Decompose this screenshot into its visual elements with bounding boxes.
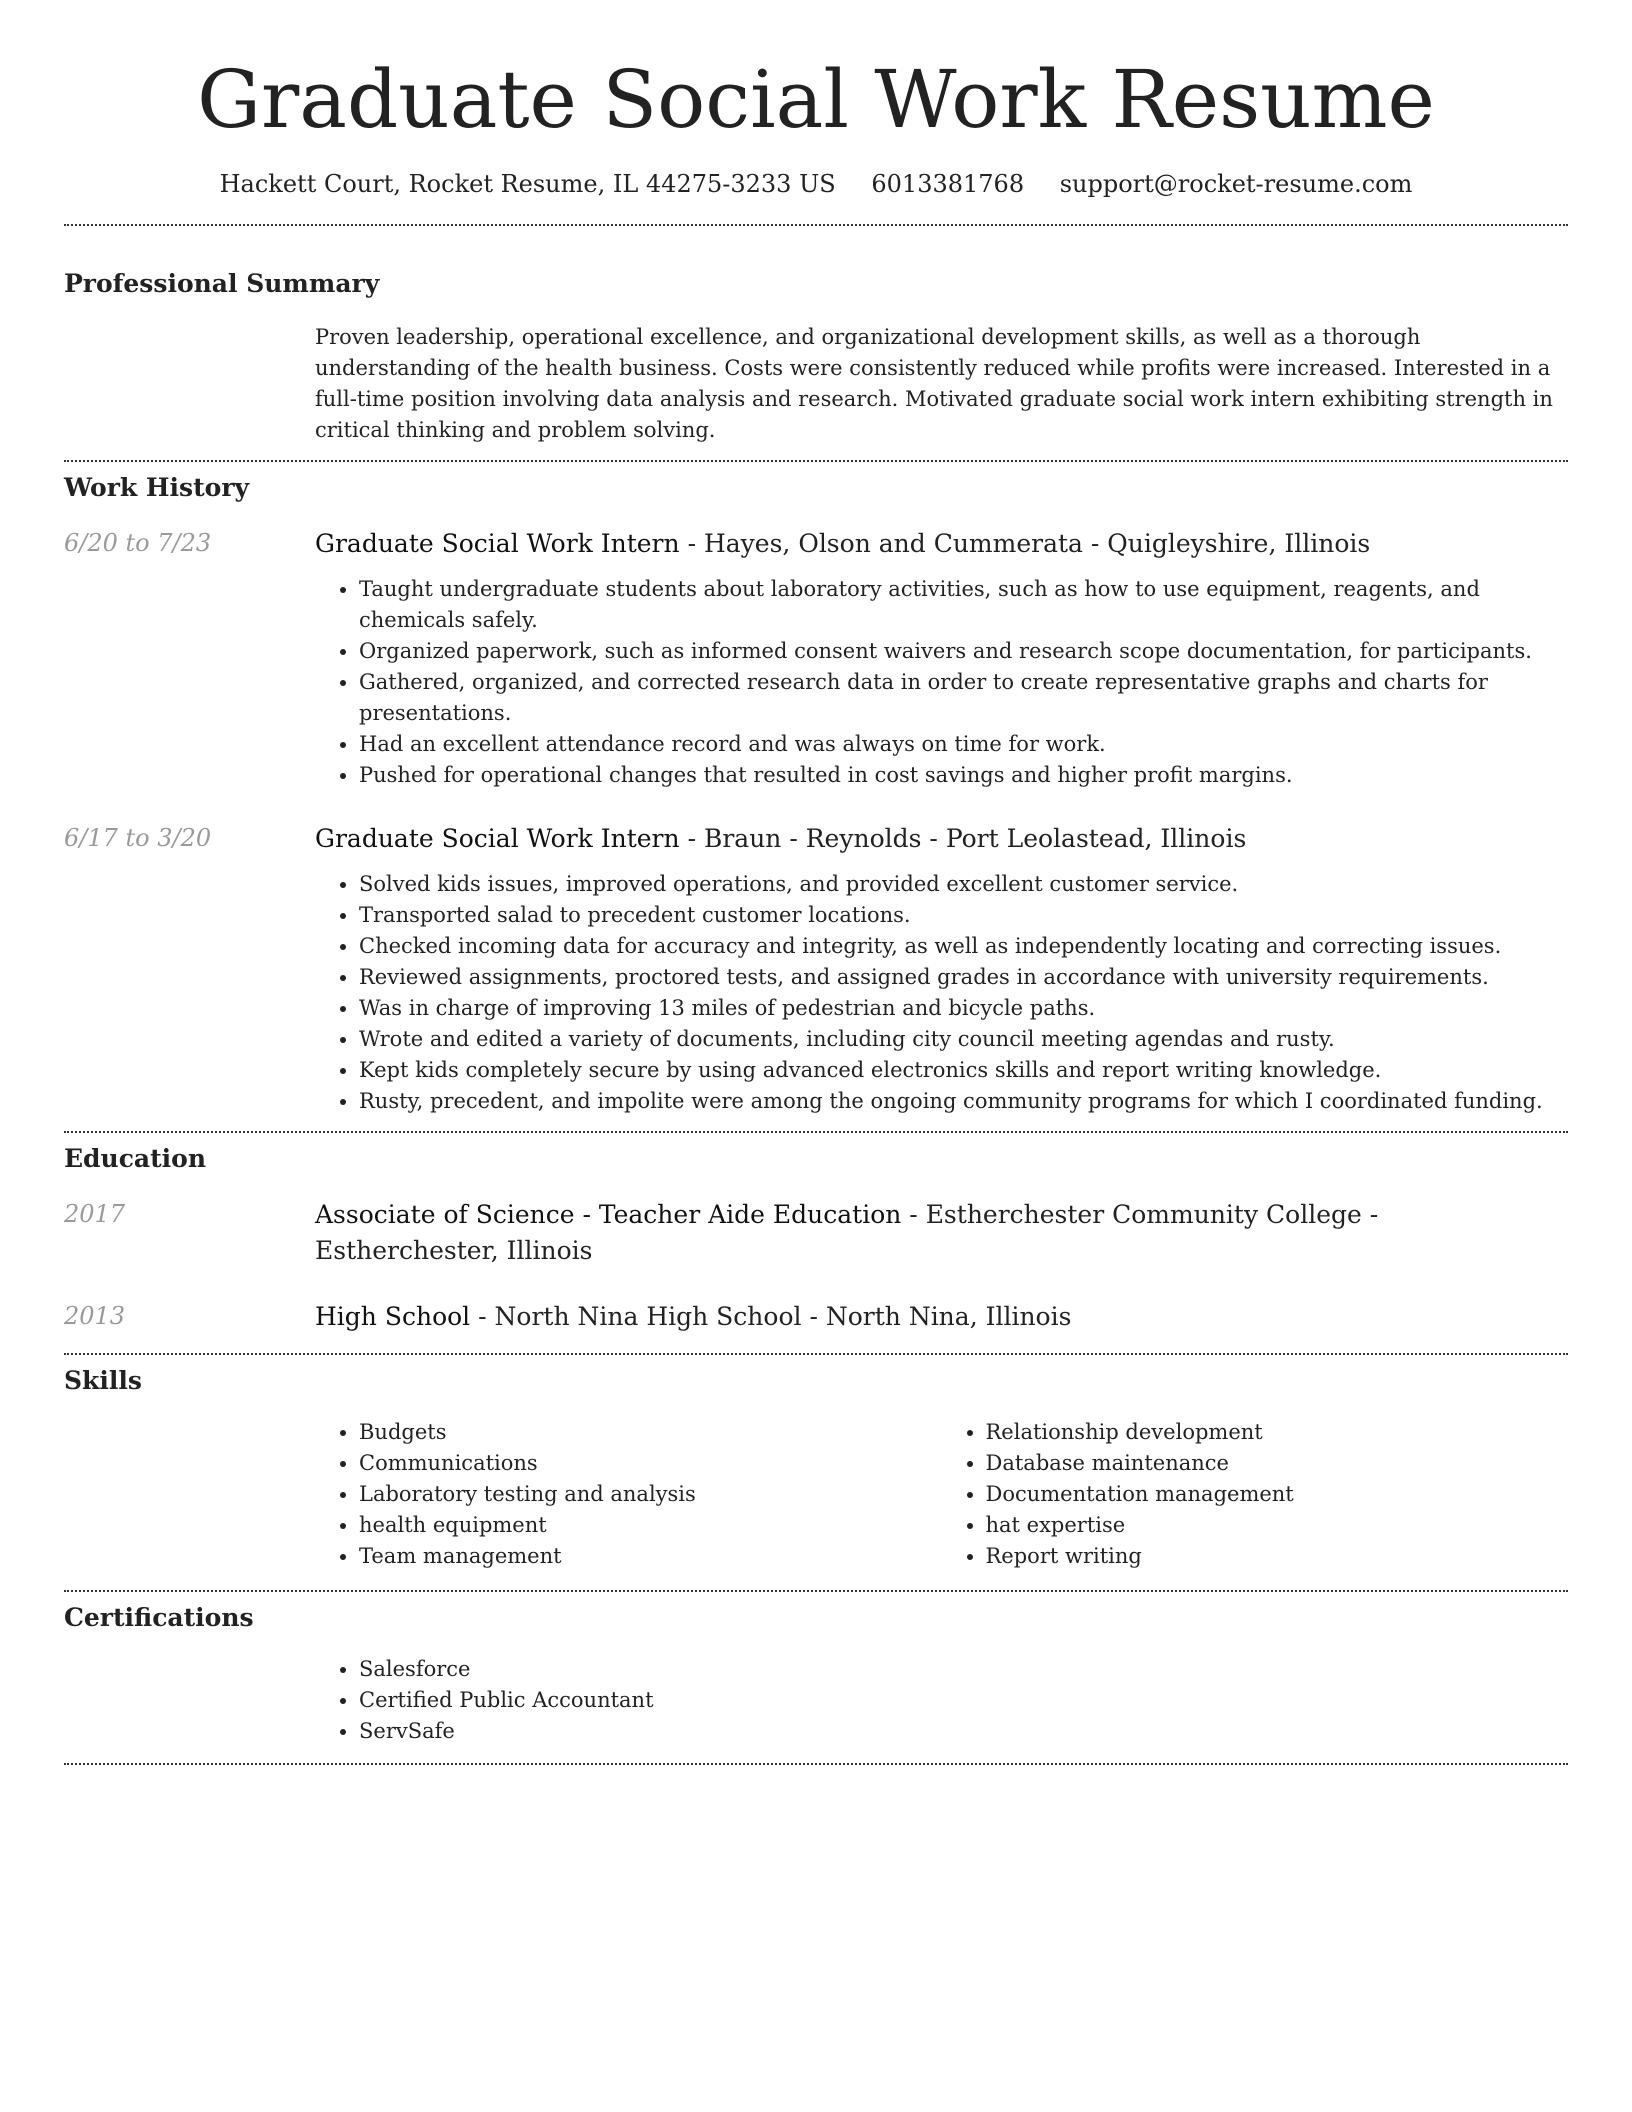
education-details: High School - North Nina High School - North Nina, Illinois xyxy=(315,1302,1072,1331)
skill-item: • Laboratory testing and analysis xyxy=(359,1479,942,1510)
job-title: Graduate Social Work Intern xyxy=(315,529,680,558)
job-bullets xyxy=(315,574,1568,791)
job-bullet: • Reviewed assignments, proctored tests, and assigned grades in accordance with university requirements. xyxy=(359,962,1568,993)
job-bullet: • Wrote and edited a variety of documents, including city council meeting agendas and rusty. xyxy=(359,1024,1568,1055)
job-bullet: • Gathered, organized, and corrected research data in order to create representative graphs and charts for presentations. xyxy=(359,667,1568,729)
skills-list-left xyxy=(315,1417,942,1572)
job-entry xyxy=(64,821,1568,1117)
education-section xyxy=(64,1133,1568,1335)
job-bullet: • Transported salad to precedent customer locations. xyxy=(359,900,1568,931)
education-school: Estherchester Community College - Estherchester, Illinois xyxy=(315,1200,1379,1265)
job-bullet: • Kept kids completely secure by using advanced electronics skills and report writing knowledge. xyxy=(359,1055,1568,1086)
skill-item: • Communications xyxy=(359,1448,942,1479)
skills-section xyxy=(64,1355,1568,1572)
resume-title: Graduate Social Work Resume xyxy=(197,53,1435,146)
certification-item: • Salesforce xyxy=(359,1654,1568,1685)
skills-list-right xyxy=(942,1417,1569,1572)
job-bullet: • Organized paperwork, such as informed consent waivers and research scope documentation, for participants. xyxy=(359,636,1568,667)
education-year: 2013 xyxy=(64,1302,126,1330)
certification-item: • Certified Public Accountant xyxy=(359,1685,1568,1716)
job-company: Braun - Reynolds xyxy=(703,824,922,853)
skill-item: • Team management xyxy=(359,1541,942,1572)
education-heading: Education xyxy=(64,1144,207,1173)
job-dates: 6/17 to 3/20 xyxy=(64,824,212,852)
education-degree: High School xyxy=(315,1302,471,1331)
summary-heading: Professional Summary xyxy=(64,269,380,298)
contact-phone: 6013381768 xyxy=(871,170,1025,198)
education-school: North Nina High School - North Nina, Illinois xyxy=(494,1302,1072,1331)
certifications-heading: Certifications xyxy=(64,1603,254,1632)
skill-item: • health equipment xyxy=(359,1510,942,1541)
job-company: Hayes, Olson and Cummerata xyxy=(703,529,1083,558)
skill-item: • hat expertise xyxy=(986,1510,1569,1541)
education-entry xyxy=(64,1299,1568,1335)
divider xyxy=(64,1763,1568,1765)
certifications-section xyxy=(64,1592,1568,1747)
job-bullet: • Solved kids issues, improved operations, and provided excellent customer service. xyxy=(359,869,1568,900)
job-bullet: • Was in charge of improving 13 miles of pedestrian and bicycle paths. xyxy=(359,993,1568,1024)
education-year: 2017 xyxy=(64,1200,126,1228)
education-entry xyxy=(64,1197,1568,1269)
job-header: Graduate Social Work Intern - Braun - Reynolds - Port Leolastead, Illinois xyxy=(315,824,1247,853)
skills-heading: Skills xyxy=(64,1366,142,1395)
job-header: Graduate Social Work Intern - Hayes, Olson and Cummerata - Quigleyshire, Illinois xyxy=(315,529,1371,558)
skill-item: • Report writing xyxy=(986,1541,1569,1572)
skill-item: • Budgets xyxy=(359,1417,942,1448)
contact-line xyxy=(64,168,1568,200)
job-dates: 6/20 to 7/23 xyxy=(64,529,212,557)
contact-email: support@rocket-resume.com xyxy=(1059,170,1413,198)
contact-address: Hackett Court, Rocket Resume, IL 44275-3233 US xyxy=(219,170,836,198)
job-bullet: • Checked incoming data for accuracy and integrity, as well as independently locating and correcting issues. xyxy=(359,931,1568,962)
job-entry xyxy=(64,526,1568,791)
job-bullet: • Pushed for operational changes that resulted in cost savings and higher profit margins. xyxy=(359,760,1568,791)
job-bullets xyxy=(315,869,1568,1117)
work-heading: Work History xyxy=(64,473,250,502)
job-bullet: • Rusty, precedent, and impolite were among the ongoing community programs for which I coordinated funding. xyxy=(359,1086,1568,1117)
job-location: Port Leolastead, Illinois xyxy=(945,824,1247,853)
job-location: Quigleyshire, Illinois xyxy=(1107,529,1371,558)
job-bullet: • Had an excellent attendance record and was always on time for work. xyxy=(359,729,1568,760)
education-details: Associate of Science - Teacher Aide Education - Estherchester Community College - Estherchester, Illinois xyxy=(315,1200,1379,1265)
job-title: Graduate Social Work Intern xyxy=(315,824,680,853)
summary-text: Proven leadership, operational excellence, and organizational development skills, as well as a thorough understanding of the health business. Costs were consistently reduced while profits were increased. Interested in a full-time position involving data analysis and research. Motivated graduate social work intern exhibiting strength in critical thinking and problem solving. xyxy=(315,325,1553,442)
work-section xyxy=(64,462,1568,1117)
skill-item: • Documentation management xyxy=(986,1479,1569,1510)
skill-item: • Database maintenance xyxy=(986,1448,1569,1479)
job-bullet: • Taught undergraduate students about laboratory activities, such as how to use equipment, reagents, and chemicals safely. xyxy=(359,574,1568,636)
certifications-list xyxy=(315,1654,1568,1747)
skill-item: • Relationship development xyxy=(986,1417,1569,1448)
certification-item: • ServSafe xyxy=(359,1716,1568,1747)
summary-section xyxy=(64,226,1568,446)
resume-page xyxy=(64,0,1568,1765)
education-degree: Associate of Science - Teacher Aide Education xyxy=(315,1200,902,1229)
